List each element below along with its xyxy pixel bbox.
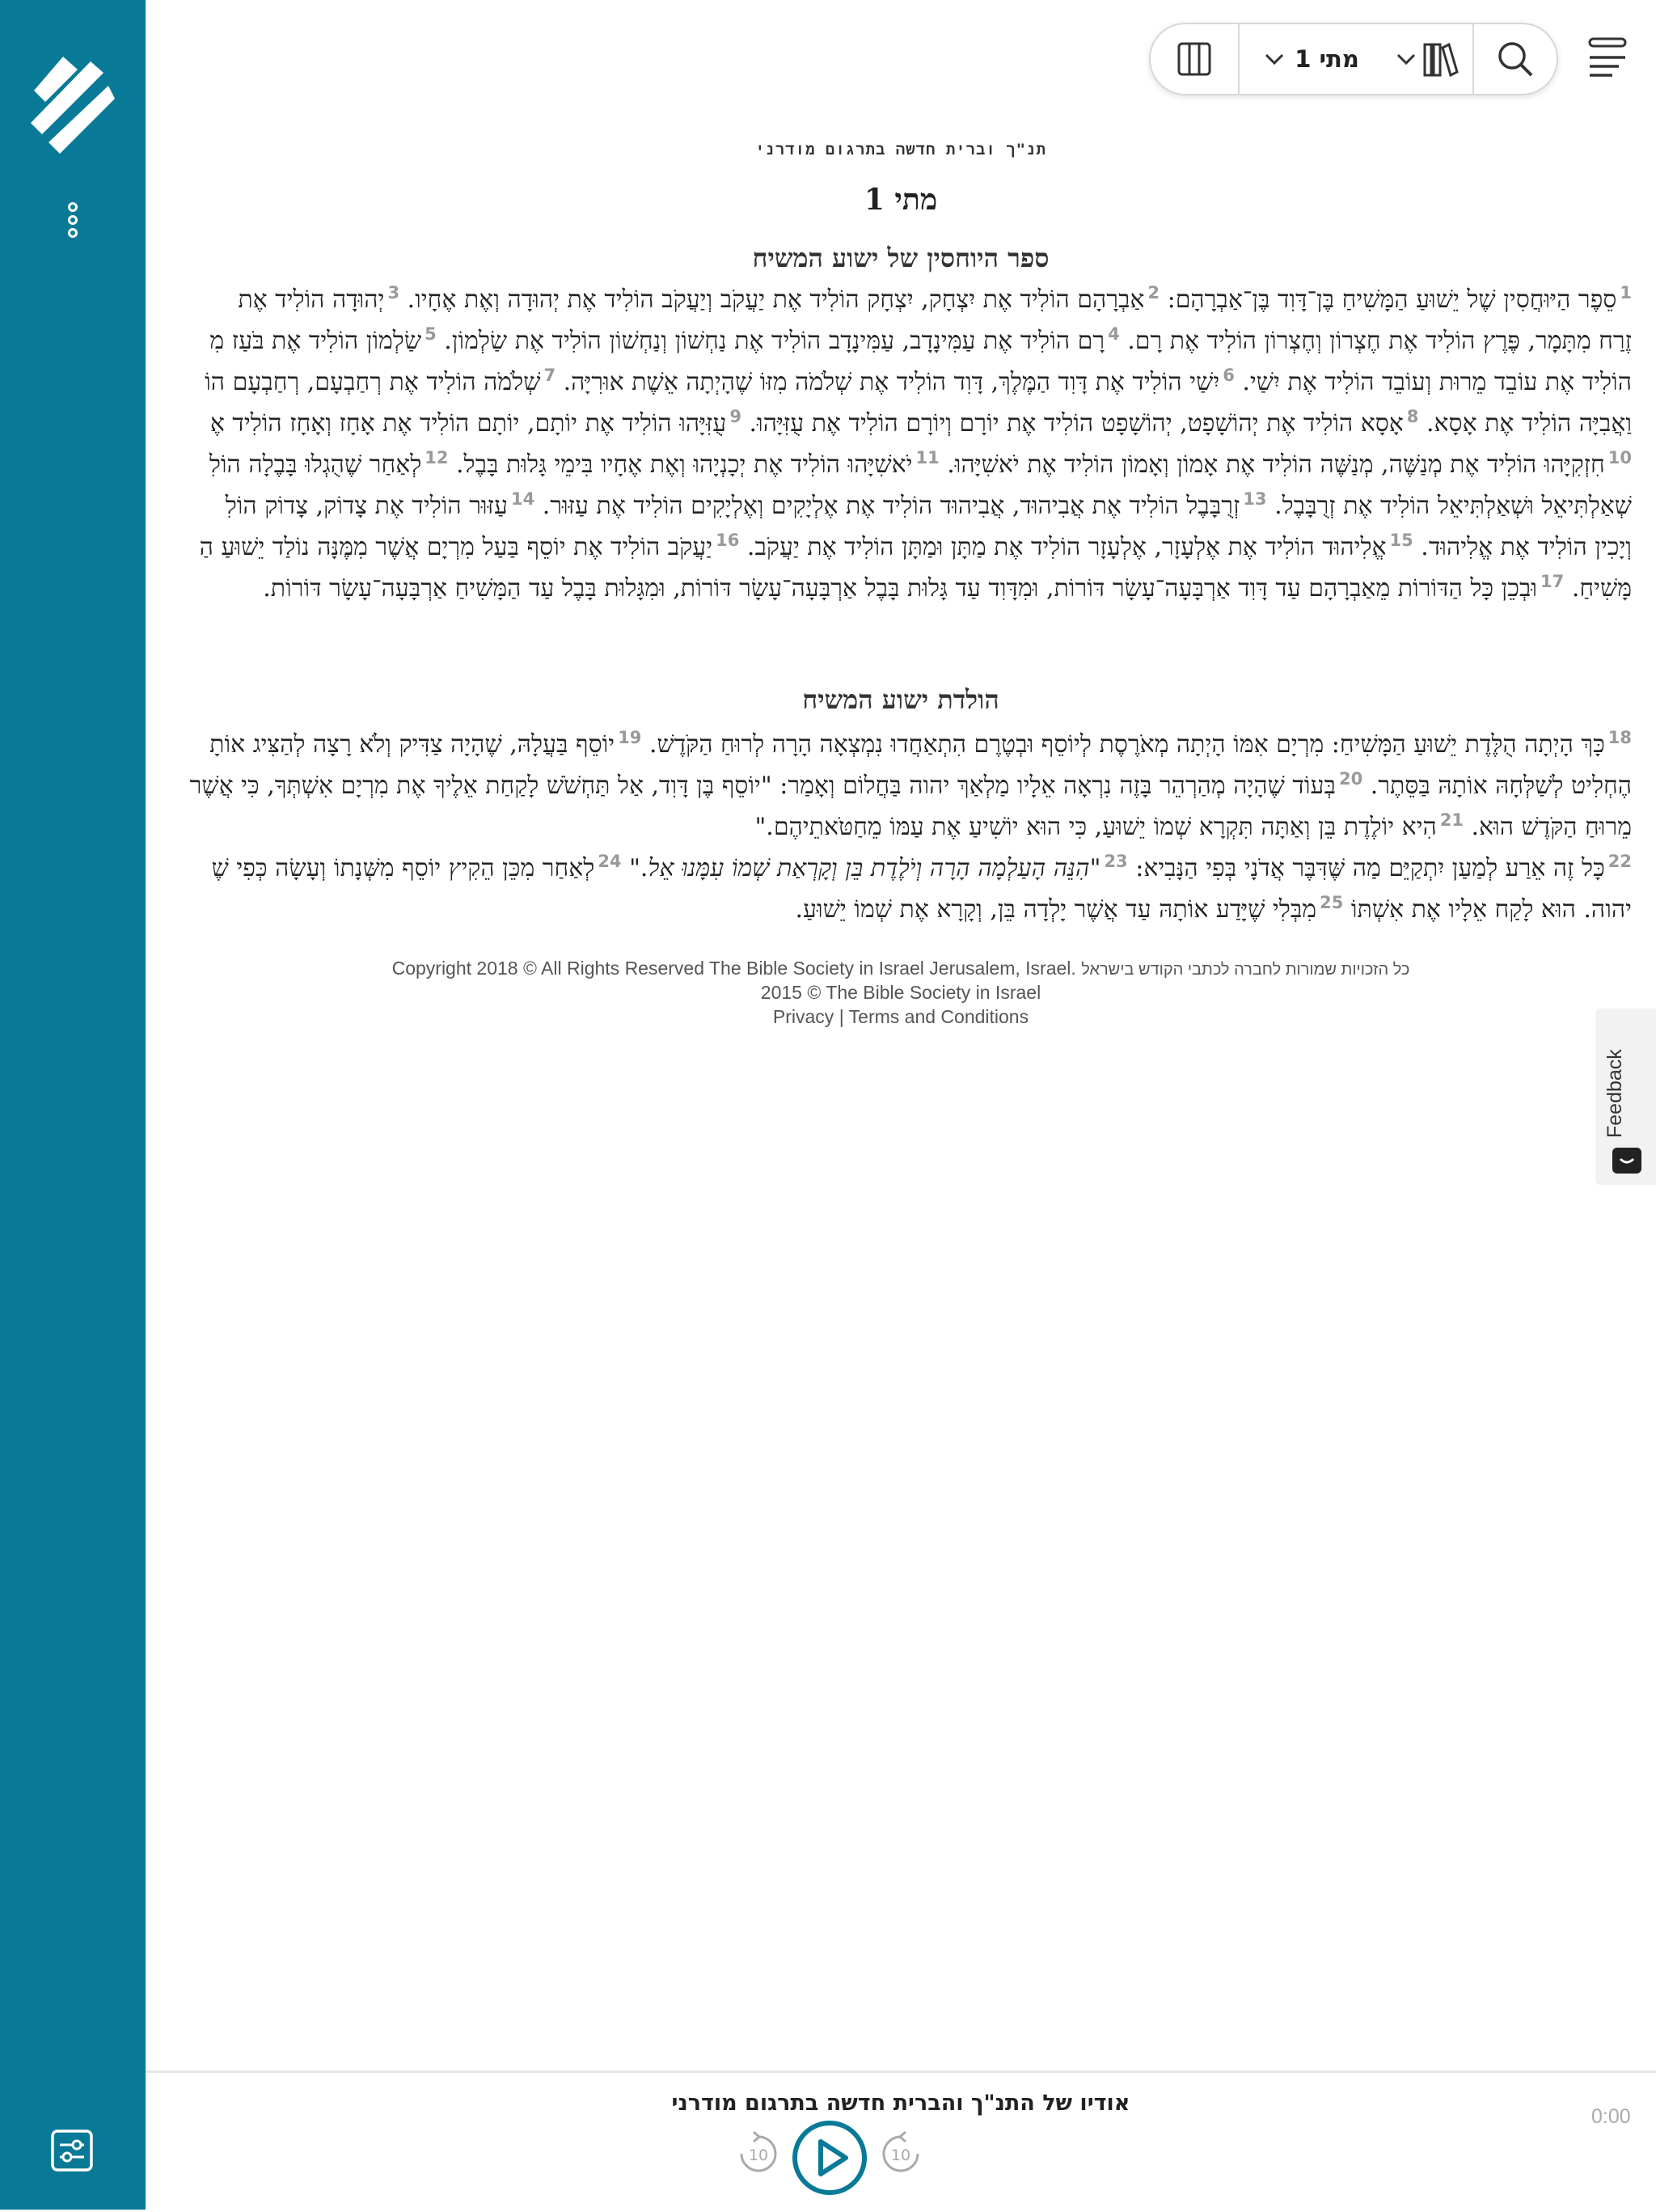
chapter-label: מתי 1 [1295, 45, 1359, 73]
verse-line[interactable] [146, 893, 1632, 924]
verse-number[interactable]: 3 [387, 283, 400, 302]
verse-line[interactable] [146, 366, 1632, 396]
chevron-down-icon [1264, 52, 1285, 66]
verse-number[interactable]: 22 [1607, 852, 1632, 871]
chapter-title: מתי 1 [864, 183, 938, 217]
verse-number[interactable]: 13 [1243, 489, 1267, 509]
books-icon [1422, 40, 1460, 78]
hamburger-icon[interactable] [1583, 36, 1629, 79]
verse-number[interactable]: 9 [729, 407, 741, 426]
verse-number[interactable]: 25 [1320, 893, 1344, 912]
verse-number[interactable]: 20 [1338, 769, 1363, 789]
verse-number[interactable]: 17 [1540, 572, 1565, 591]
verse-number[interactable]: 8 [1406, 407, 1419, 426]
verse-text: לְאַחַר מִכֵּן הֵקִיץ יוֹסֵף מִשְּׁנָתוֹ וְעָשָׂה כְּפִי שֶׁ [211, 854, 595, 882]
forward-icon [877, 2130, 925, 2177]
verse-line[interactable] [146, 407, 1632, 438]
verse-number[interactable]: 11 [915, 448, 940, 467]
verse-number[interactable]: 23 [1104, 852, 1128, 871]
audio-time: 0:00 [1591, 2105, 1631, 2128]
book-selector[interactable] [1384, 24, 1472, 94]
forward-label: 10 [890, 2146, 911, 2164]
verse-text: אָסָא הוֹלִיד אֶת יְהוֹשָׁפָט, יְהוֹשָׁפָט הוֹלִיד אֶת יוֹרָם וְיוֹרָם הוֹלִיד אֶת עֻזִּיָּהוּ. [741, 409, 1404, 438]
verse-text: הִיא יוֹלֶדֶת בֵּן וְאַתָּה תִּקְרָא שְׁמוֹ יֵשׁוּעַ, כִּי הוּא יוֹשִׁיעַ אֶת עַמּוֹ מֵחַטֹּאתֵיהֶם." [754, 813, 1437, 841]
verse-text: בְּעוֹד שֶׁהָיָה מְהַרְהֵר בָּזֶה נִרְאָה אֵלָיו מַלְאַךְ יהוה בַּחֲלוֹם וְאָמַר: "יוֹסֵף בֶּן דָּוִד, אַל תַּחְשֹׁשׁ לָקַחַת אֵלֶיךָ אֶת מִרְיָם אִשְׁתְּךָ, כִּי אֲשֶׁר [189, 772, 1336, 800]
collection-title: תנ"ך וברית חדשה בתרגום מודרני [755, 141, 1046, 159]
more-options-button[interactable] [58, 202, 87, 252]
verse-number[interactable]: 14 [510, 489, 535, 509]
verse-number[interactable]: 24 [598, 852, 622, 871]
verse-text: שְׁאַלְתִּיאֵל וּשְׁאַלְתִּיאֵל הוֹלִיד אֶת זְרֻבָּבֶל. [1266, 492, 1632, 520]
verse-text: יִשַׁי הוֹלִיד אֶת דָּוִד הַמֶּלֶךְ, דָּוִד הוֹלִיד אֶת שְׁלֹמֹה מִזּוֹ שֶׁהָיְתָה אֵשֶׁת אוּרִיָּה. [556, 368, 1220, 396]
verse-text: רָם הוֹלִיד אֶת עַמִּינָדָב, עַמִּינָדָב הוֹלִיד אֶת נַחְשׁוֹן וְנַחְשׁוֹן הוֹלִיד אֶת שַׂלְמוֹן. [436, 327, 1105, 355]
section-title-birth: הולדת ישוע המשיח [802, 684, 999, 715]
search-button[interactable] [1474, 24, 1557, 94]
verse-number[interactable]: 7 [543, 366, 556, 385]
verse-text: וְיָכִין הוֹלִיד אֶת אֱלִיהוּד. [1413, 533, 1632, 561]
verse-line[interactable] [146, 531, 1632, 561]
verse-text: עֻזִּיָּהוּ הוֹלִיד אֶת יוֹתָם, יוֹתָם הוֹלִיד אֶת אָחָז וְאָחָז הוֹלִיד אֶ [209, 409, 727, 438]
rewind-label: 10 [748, 2146, 769, 2164]
forward-10-button[interactable] [877, 2130, 925, 2177]
verse-text: עַזּוּר הוֹלִיד אֶת צָדוֹק, צָדוֹק הוֹלִ [225, 492, 508, 520]
verse-text: יוֹסֵף בַּעֲלָהּ, שֶׁהָיָה צַדִּיק וְלֹא רָצָה לְהַצִּיג אוֹתָ [209, 730, 615, 759]
verse-text: ." [621, 854, 648, 882]
verse-text: אֱלִיהוּד הוֹלִיד אֶת אֶלְעָזָר, אֶלְעָזָר הוֹלִיד אֶת מַתָּן וּמַתָּן הוֹלִיד אֶת יַעֲקֹב. [739, 533, 1387, 561]
verse-text: כָּל זֶה אֵרַע לְמַעַן יִתְקַיֵּם מַה שֶּׁדִּבֶּר אֲדֹנָי בְּפִי הַנָּבִיא: [1127, 854, 1605, 882]
verse-text: שְׁלֹמֹה הוֹלִיד אֶת רְחַבְעָם, רְחַבְעָם הוֹ [205, 368, 541, 396]
verse-text: יהוה. הוּא לָקַח אֵלָיו אֶת אִשְׁתּוֹ [1343, 895, 1632, 924]
verse-text: מִבְּלִי שֶׁיָּדַע אוֹתָהּ עַד אֲשֶׁר יָלְדָה בֵּן, וְקָרָא אֶת שְׁמוֹ יֵשׁוּעַ. [795, 895, 1317, 924]
verse-number[interactable]: 6 [1223, 366, 1235, 385]
sefaria-logo-icon[interactable] [31, 55, 115, 155]
columns-icon [1177, 41, 1212, 77]
verse-text: וּבְכֵן כָּל הַדּוֹרוֹת מֵאַבְרָהָם עַד דָּוִד אַרְבָּעָה־עָשָׂר דּוֹרוֹת, וּמִדָּוִד עַד גָּלוּת בָּבֶל אַרְבָּעָה־עָשָׂר דּוֹרוֹת, וּמִגָּלוּת בָּבֶל עַד הַמָּשִׁיחַ אַרְבָּעָה־עָשָׂר דּוֹרוֹת. [263, 574, 1538, 603]
verse-line[interactable] [146, 852, 1632, 882]
verse-line[interactable] [146, 489, 1632, 520]
verse-number[interactable]: 18 [1607, 728, 1632, 747]
verse-line[interactable] [146, 728, 1632, 759]
verse-number[interactable]: 15 [1389, 531, 1413, 550]
verse-number[interactable]: 12 [425, 448, 449, 467]
verse-line[interactable] [146, 324, 1632, 355]
verse-number[interactable]: 16 [716, 531, 740, 550]
reader-text-panel [146, 129, 1656, 1140]
privacy-link[interactable]: Privacy [772, 1006, 834, 1027]
verse-text: זֶרַח מִתָּמָר, פֶּרֶץ הוֹלִיד אֶת חֶצְרוֹן וְחֶצְרוֹן הוֹלִיד אֶת רָם. [1119, 327, 1632, 355]
feedback-label: Feedback [1603, 1049, 1626, 1138]
verse-text: חִזְקִיָּהוּ הוֹלִיד אֶת מְנַשֶּׁה, מְנַשֶּׁה הוֹלִיד אֶת אָמוֹן וְאָמוֹן הוֹלִיד אֶת יֹאשִׁיָּהוּ. [939, 450, 1605, 479]
verse-text: כָּךְ הָיְתָה הֻלֶּדֶת יֵשׁוּעַ הַמָּשִׁיחַ: מִרְיָם אִמּוֹ הָיְתָה מְאֹרֶסֶת לְיוֹסֵף וּבְטֶרֶם הִתְאַחֲדוּ נִמְצְאָה הָרָה לְרוּחַ הַקֹּדֶשׁ. [641, 730, 1605, 759]
audio-title: אודיו של התנ"ך והברית חדשה בתרגום מודרני [671, 2091, 1130, 2116]
verse-line[interactable] [146, 283, 1632, 314]
verse-text: סֵפֶר הַיּוּחֲסִין שֶׁל יֵשׁוּעַ הַמָּשִׁיחַ בֶּן־דָּוִד בֶּן־אַבְרָהָם: [1160, 285, 1617, 314]
verse-number[interactable]: 21 [1439, 810, 1464, 830]
footer-separator: | [839, 1006, 844, 1027]
terms-link[interactable]: Terms and Conditions [848, 1006, 1029, 1027]
feedback-tab[interactable] [1595, 1009, 1656, 1185]
rewind-icon [734, 2130, 783, 2177]
verse-text: מֵרוּחַ הַקֹּדֶשׁ הוּא. [1463, 813, 1632, 841]
verse-text: הֶחְלִיט לְשַׁלְּחָהּ אוֹתָהּ בַּסֵּתֶר. [1362, 772, 1632, 800]
play-button[interactable] [791, 2119, 868, 2197]
layout-toggle-button[interactable] [1151, 24, 1238, 94]
verse-text: הוֹלִיד אֶת עוֹבֵד מֵרוּת וְעוֹבֵד הוֹלִיד אֶת יִשַׁי. [1234, 368, 1632, 396]
verse-text: " [1089, 854, 1101, 882]
copyright-hebrew: כל הזכויות שמורות לחברה לכתבי הקודש בישראל [1081, 961, 1410, 979]
chapter-selector[interactable] [1240, 24, 1384, 94]
chat-bubble-icon [1612, 1148, 1641, 1174]
footer-copyright [146, 958, 1656, 979]
settings-sliders-icon[interactable] [50, 2129, 94, 2172]
verse-line[interactable] [146, 448, 1632, 479]
verse-line[interactable] [146, 769, 1632, 800]
footer-line2: 2015 © The Bible Society in Israel [760, 982, 1041, 1003]
verse-text: יֹאשִׁיָּהוּ הוֹלִיד אֶת יְכָנְיָהוּ וְאֶת אֶחָיו בִּימֵי גָּלוּת בָּבֶל. [448, 450, 913, 479]
reader-toolbar [1149, 23, 1558, 95]
verse-text: יַעֲקֹב הוֹלִיד אֶת יוֹסֵף בַּעַל מִרְיָם אֲשֶׁר מִמֶּנָּה נוֹלַד יֵשׁוּעַ הַ [199, 533, 713, 561]
rewind-10-button[interactable] [734, 2130, 783, 2177]
footer-links [146, 1006, 1656, 1028]
section-title-genealogy: ספר היוחסין של ישוע המשיח [752, 243, 1050, 273]
verse-number[interactable]: 1 [1620, 283, 1632, 302]
chevron-down-icon [1396, 52, 1417, 66]
verse-text: זְרֻבָּבֶל הוֹלִיד אֶת אֲבִיהוּד, אֲבִיהוּד הוֹלִיד אֶת אֶלְיָקִים וְאֶלְיָקִים הוֹלִיד אֶת עַזּוּר. [534, 492, 1240, 520]
verse-text: שַׂלְמוֹן הוֹלִיד אֶת בֹּעַז מִ [209, 327, 422, 355]
verse-text: יְהוּדָה הוֹלִיד אֶת [238, 285, 385, 314]
verse-line[interactable] [146, 572, 1632, 603]
verse-number[interactable]: 4 [1108, 324, 1120, 344]
verse-number[interactable]: 2 [1147, 283, 1160, 302]
copyright-english: Copyright 2018 © All Rights Reserved The Bible Society in Israel Jerusalem, Israel. [391, 958, 1076, 979]
verse-quote-italic: הִנֵּה הָעַלְמָה הָרָה וְיֹלֶדֶת בֵּן וְקָרְאַת שְׁמוֹ עִמָּנוּ אֵל [648, 854, 1090, 882]
audio-player [146, 2070, 1656, 2212]
sidebar [0, 0, 146, 2210]
verse-text: אַבְרָהָם הוֹלִיד אֶת יִצְחָק, יִצְחָק הוֹלִיד אֶת יַעֲקֹב וְיַעֲקֹב הוֹלִיד אֶת יְהוּדָה וְאֶת אֶחָיו. [399, 285, 1145, 314]
play-icon [791, 2119, 868, 2197]
verse-text: לְאַחַר שֶׁהֻגְלוּ בָּבֶלָה הוֹלִ [209, 450, 422, 479]
search-icon [1497, 40, 1534, 78]
verse-text: וַאֲבִיָּה הוֹלִיד אֶת אָסָא. [1418, 409, 1632, 438]
verse-line[interactable] [146, 810, 1632, 841]
more-vertical-icon [68, 202, 78, 212]
verse-number[interactable]: 19 [618, 728, 642, 747]
verse-text: מָּשִׁיחַ. [1564, 574, 1632, 603]
verse-number[interactable]: 5 [425, 324, 437, 344]
verse-number[interactable]: 10 [1607, 448, 1632, 467]
